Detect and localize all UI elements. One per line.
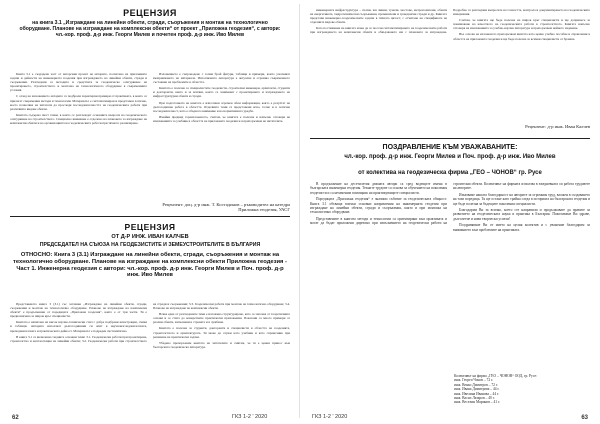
- review2-body: [10, 302, 290, 406]
- review2-position: ПРЕДСЕДАТЕЛ НА СЪЮЗА НА ГЕОДЕЗИСТИТЕ И ЗЕМЕУСТРОИТЕЛИТЕ В БЪЛГАРИЯ: [39, 242, 261, 248]
- staff-entry: инж. Ивана Димитрова – 44 г.: [454, 387, 500, 392]
- review1-paragraph: С оглед на изложението авторите са подбрали характерни примери от практиката, в които се прилагат съвременни методи и технологии. Материалът е систематизиран и представен логично, което позволява на читателя да проследи последователността на геодезическите работи при различните видове обекти.: [10, 94, 147, 111]
- review2-paragraph: Книгата е написана на висок научно-технически стил с добре подбрани илюстрации, схеми и таблици. Авторите използват дългогодишния си опит в научноизследователската, преподавателската и практическата дейност. Материалът е подреден систематично.: [10, 320, 147, 333]
- review1-paragraph: Имайки предвид гореизложеното, считам, че книгата е полезна и напълно отговаря на изискванията за учебник в областта на приложната геодезия и я препоръчвам на читателите.: [153, 114, 290, 123]
- staff-entry: инж. Георги Чонов – 72 г.: [454, 378, 494, 383]
- congrats-paragraph: Изказваме нашата благодарност на авторите за огромния труд, вложен в създаването на тази поредица. Тя ще остане като трайна следа в историята на българската геодезия и ще бъде полезна за бъдещите поколения специалисти.: [453, 192, 590, 206]
- congrats-names: чл.-кор. проф. д-р инж. Георги Милев и Поч. проф. д-р инж. Иво Милев: [344, 154, 556, 160]
- review1-subtitle: на книга 3.1 „Изграждане на линейни обекти, сгради, съоръжения и монтаж на технологично оборудване. Планове на изграждане на комплексни обекти“ от проект „Приложна геодезия“, с автори: чл.-кор. проф. д-р инж. Георги Милев и почетен проф. д-р инж. Иво Милев: [19, 20, 281, 39]
- review2-paragraph: Представената книга 3 (3.1) със заглавие „Изграждане на линейни обекти, сгради, съоръжения и монтаж на технологично оборудване. Планове на изграждане на комплексни обекти“ е продължение от поредицата „Приложна геодезия“, която е от три части. Тя е предназначена за широк кръг специалисти.: [10, 302, 147, 319]
- review1-signature: Рецензент: доц. д-р инж. Т. Костадинов – ръководител на катедра Приложна геодезия, УАСГ: [162, 202, 290, 212]
- continuation-paragraph: Считам, че книгата ще бъде полезна на широк кръг специалисти и ще допринесе за повишаване на качеството на геодезическите работи в строителството. Книгата напълно отговаря на изискванията за учебно-научна литература и препоръчвам нейното издаване.: [453, 18, 590, 31]
- review2-continuation-signature: Рецензент: д-р инж. Иван Калчев: [525, 124, 590, 129]
- review1-paragraph: Изложението е съпроводено с голям брой фигури, таблици и примери, които улесняват възприемането на материала. Използваната литература е актуална и отразява съвременното състояние на проблемите в областта.: [153, 72, 290, 85]
- review1-heading: РЕЦЕНЗИЯ: [123, 8, 177, 18]
- congrats-paragraph: Поредицата „Приложна геодезия“ е значимо събитие за геодезическата общност. Книга 3.1 обхваща всички основни направления на инженерната геодезия при изграждане на линейни обекти, сгради и съоръжения, както и при монтажа на технологично оборудване.: [310, 197, 447, 215]
- congrats-paragraph: Благодарим Ви за всичко, което сте направили и продължавате да правите за развитието на геодезическата наука и практика в България. Пожелаваме Ви здраве, дълголетие и нови творчески успехи!: [453, 208, 590, 221]
- review1-paragraph: Книгата съдържа шест глави, в които се разглеждат основните въпроси на геодезическото осигуряване на строителството. Специално внимание е отделено на плановете за изграждане на комплексни обекти и на организацията на геодезическите работи при тяхното реализиране.: [10, 112, 147, 126]
- congrats-paragraph: В продължение на десетилетия двамата автори са сред водещите имена в българската инженерна геодезия. Техните трудове са основа за обучението на поколения геодезисти и са незаменим помощник на практикуващите специалисти.: [310, 182, 447, 195]
- review2-author: ОТ Д-Р ИНЖ. ИВАН КАЛЧЕВ: [111, 234, 189, 240]
- review1-paragraph: Книгата е полезна за специалистите геодезисти, строителни инженери, архитекти, студенти и докторанти, както и за всички, които се занимават с проектирането и изграждането на инфраструктурни обекти и сгради.: [153, 86, 290, 99]
- congrats-heading: ПОЗДРАВЛЕНИЕ КЪМ УВАЖАВАНИТЕ:: [382, 144, 518, 151]
- congrats-body: [310, 182, 590, 372]
- journal-footer-right: ГКЗ 1-2 ' 2020: [312, 414, 348, 420]
- continuation-paragraph: инженерната инфраструктура – пътни, жп линии, тунели, мостове, метрополитени, обекти на енергетиката, хидротехнически съоръжения, промишлени и граждански сгради и др. Книгата представя инженерно-геодезическите задачи в тяхната цялост, с отчитане на спецификата на отделните видове обекти.: [310, 8, 447, 25]
- staff-entry: инж. Венко Димитров – 72 г.: [454, 382, 498, 387]
- staff-entry: инж. Веселин Маринов – 41 г.: [454, 400, 500, 405]
- staff-entry: инж. Васил Лазаров – 40 г.: [454, 396, 495, 401]
- journal-footer-left: ГКЗ 1-2 ' 2020: [232, 414, 268, 420]
- review2-paragraph: Убедено препоръчвам книгата на читателите и смятам, че тя е ценен принос към българската геодезическа литература.: [153, 340, 290, 349]
- review2-paragraph: В книга 3.1 са включени следните основни теми: 3.1. Геодезически работи при проектиране, строителство и експлоатация на линейни обекти; 3.2. Геодезически работи при строителството на сгради и съоръжения; 3.3. Геодезически работи при монтаж на технологично оборудване; 3.4. Планове на изграждане на комплексни обекти.: [10, 302, 290, 343]
- review2-paragraph: Книгата е полезна за студенти, докторанти и специалисти в областта на геодезията, строителството и архитектурата. Тя може да служи като учебник и като справочник при решаване на практически задачи.: [153, 326, 290, 339]
- review2-subject: ОТНОСНО: Книга 3 (3.1) Изграждане на линейни обекти, сгради, съоръжения и монтаж на технологично оборудване. Планове на изграждане на комплексни обекти Приложна геодезия - Част 1. Инженерна геодезия с автори: чл.-кор. проф. д-р инж. Георги Милев и Поч. проф. д-р инж. Иво Милев: [13, 252, 287, 279]
- section-divider: [10, 216, 290, 217]
- review1-body: [10, 72, 290, 200]
- section-divider-right: [310, 138, 590, 139]
- right-page: [300, 0, 600, 424]
- review1-paragraph: При подготовката на книгата е използван огромен обем информация, която е резултат на дългогодишна работа в областта. Отделните теми са представени ясно, точно и в логична последователност, като е обърнато внимание и на нормативната уредба.: [153, 100, 290, 113]
- congrats-paragraph: Поздравяваме Ви от името на целия колектив и с уважение благодарим за вниманието към проблемите на практиката.: [453, 223, 590, 232]
- review2-continuation: [310, 8, 590, 122]
- review2-heading: РЕЦЕНЗИЯ: [124, 222, 176, 232]
- congrats-from: от колектива на геодезическа фирма „ГЕО – ЧОНОВ“ гр. Русе: [358, 170, 542, 176]
- page-number-left: 62: [12, 415, 19, 421]
- review2-paragraph: Всяка една от разгледаните теми е изложена структурирано, като се започва от теоретичните основи и се стига до конкретните практически приложения. Показани са много примери от реални обекти, изпълнени в страната и в чужбина.: [153, 312, 290, 325]
- continuation-paragraph: Като постижение на книгата може да се посочи систематизирането на геодезическите работи при изграждането на комплексни обекти и обвързването им с плановете за изграждане. Подробно са разгледани въпросите на точността, контрола и документирането на геодезическите измервания.: [310, 8, 590, 35]
- congrats-paragraph: Представените в книгата методи и технологии са ориентирани към практиката и могат да бъдат приложени директно при изпълнението на геодезически работи на строителни обекти. Колективът на фирмата използва в ежедневната си работа трудовете на авторите.: [310, 182, 590, 226]
- staff-intro: Колективът на фирма „ГЕО – ЧОНОВ“ ООД, гр. Русе:: [454, 374, 538, 378]
- staff-entry: инж. Ивелина Иванова – 44 г.: [454, 391, 499, 396]
- staff-list: [454, 374, 590, 408]
- review1-paragraph: Книга 3.1 е създадена част от авторския проект на авторите, посветена на приложните задачи и дейности на инженерната геодезия при изграждането на линейни обекти, сгради и съоръжения. Разгледани са методите и средствата за геодезическо осигуряване на проектирането, строителството и монтажа на технологичното оборудване в съвременните условия.: [10, 72, 147, 93]
- staff-entries: [454, 378, 590, 404]
- continuation-paragraph: Въз основа на изложеното препоръчвам книгата като ценно учебно пособие и справочник в областта на приложната геодезия и ще бъде полезна за всички специалисти от бранша.: [453, 32, 590, 41]
- page-number-right: 63: [581, 415, 588, 421]
